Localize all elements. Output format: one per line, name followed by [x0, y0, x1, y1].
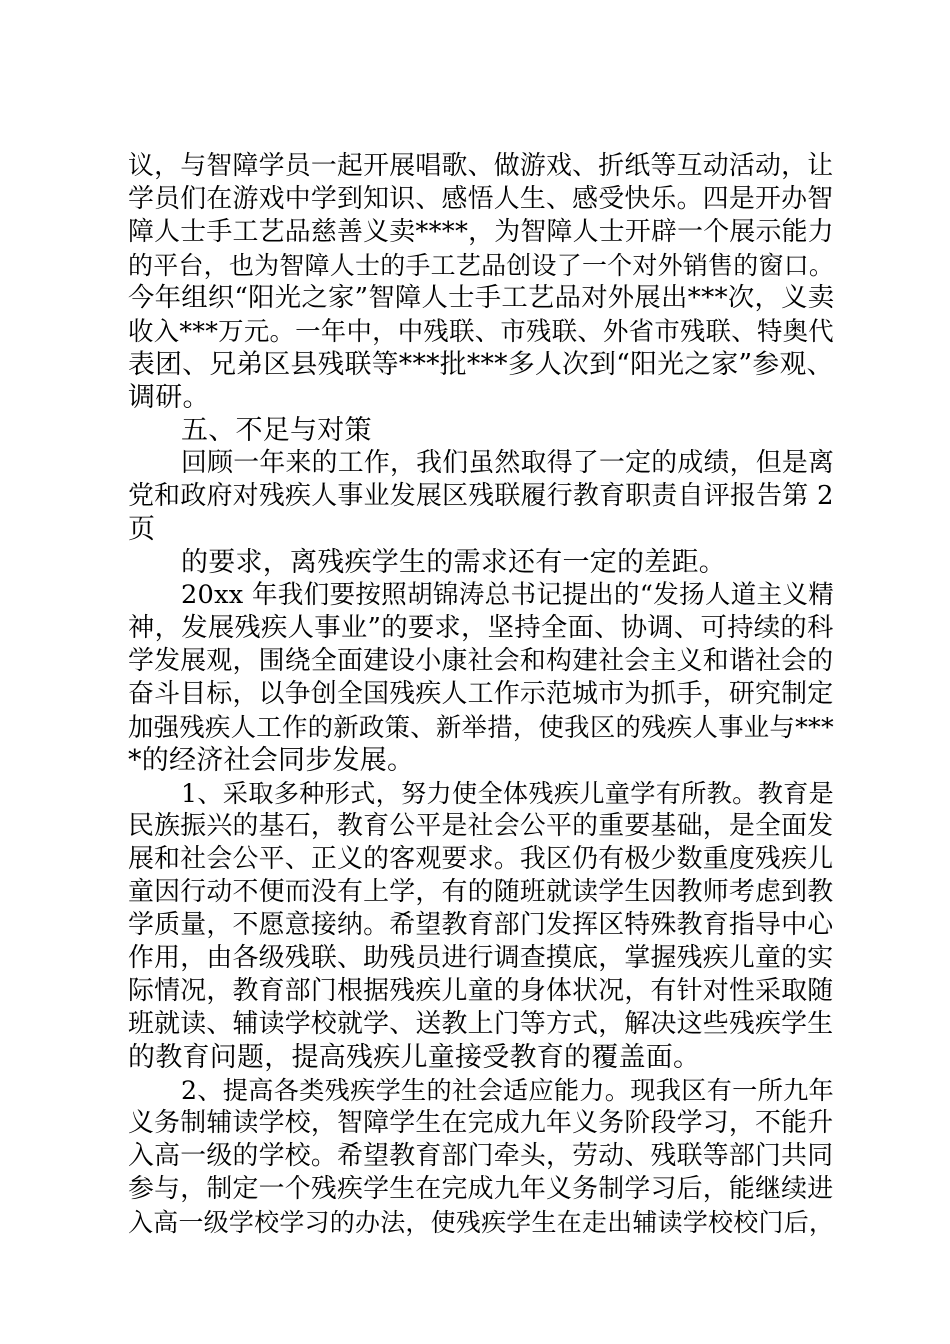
text-line: 际情况，教育部门根据残疾儿童的身体状况，有针对性采取随 — [128, 976, 834, 1006]
text-line: 学员们在游戏中学到知识、感悟人生、感受快乐。四是开办智 — [128, 184, 834, 214]
text-line: 作用，由各级残联、助残员进行调查摸底，掌握残疾儿童的实 — [128, 943, 834, 973]
text-line: 2、提高各类残疾学生的社会适应能力。现我区有一所九年 — [181, 1076, 835, 1105]
text-line: 页 — [128, 514, 156, 545]
text-line: 五、不足与对策 — [181, 415, 372, 446]
text-line: 障人士手工艺品慈善义卖****，为智障人士开辟一个展示能力 — [128, 217, 834, 247]
text-line: 学质量，不愿意接纳。希望教育部门发挥区特殊教育指导中心 — [128, 910, 834, 940]
text-line: 入高一级学校学习的办法，使残疾学生在走出辅读学校校门后， — [128, 1208, 835, 1237]
text-line: 的平台，也为智障人士的手工艺品创设了一个对外销售的窗口。 — [128, 251, 835, 280]
text-line: *的经济社会同步发展。 — [128, 745, 415, 776]
text-line: 班就读、辅读学校就学、送教上门等方式，解决这些残疾学生 — [128, 1009, 834, 1039]
text-line: 议，与智障学员一起开展唱歌、做游戏、折纸等互动活动，让 — [128, 151, 834, 181]
text-line: 学发展观，围绕全面建设小康社会和构建社会主义和谐社会的 — [128, 646, 834, 676]
text-line: 调研。 — [128, 382, 210, 413]
text-line: 民族振兴的基石，教育公平是社会公平的重要基础，是全面发 — [128, 811, 834, 841]
text-line: 加强残疾人工作的新政策、新举措，使我区的残疾人事业与*** — [128, 712, 834, 742]
text-line: 的要求，离残疾学生的需求还有一定的差距。 — [181, 547, 726, 578]
text-line: 义务制辅读学校，智障学生在完成九年义务阶段学习，不能升 — [128, 1108, 834, 1138]
text-line: 党和政府对残疾人事业发展区残联履行教育职责自评报告第 2 — [128, 481, 834, 511]
text-line: 20xx 年我们要按照胡锦涛总书记提出的“发扬人道主义精 — [181, 580, 835, 610]
text-line: 收入***万元。一年中，中残联、市残联、外省市残联、特奥代 — [128, 316, 834, 346]
text-line: 表团、兄弟区县残联等***批***多人次到“阳光之家”参观、 — [128, 349, 834, 380]
text-line: 的教育问题，提高残疾儿童接受教育的覆盖面。 — [128, 1042, 701, 1073]
text-line: 展和社会公平、正义的客观要求。我区仍有极少数重度残疾儿 — [128, 844, 834, 874]
text-line: 奋斗目标，以争创全国残疾人工作示范城市为抓手，研究制定 — [128, 679, 834, 709]
text-line: 童因行动不便而没有上学，有的随班就读学生因教师考虑到教 — [128, 877, 834, 907]
document-page — [128, 150, 834, 1239]
text-line: 今年组织“阳光之家”智障人士手工艺品对外展出***次，义卖 — [128, 283, 835, 313]
text-line: 神，发展残疾人事业”的要求，坚持全面、协调、可持续的科 — [128, 613, 834, 643]
text-line: 参与，制定一个残疾学生在完成九年义务制学习后，能继续进 — [128, 1174, 834, 1204]
text-line: 入高一级的学校。希望教育部门牵头，劳动、残联等部门共同 — [128, 1141, 834, 1171]
text-line: 1、采取多种形式，努力使全体残疾儿童学有所教。教育是 — [181, 779, 835, 808]
text-line: 回顾一年来的工作，我们虽然取得了一定的成绩，但是离 — [181, 448, 835, 478]
